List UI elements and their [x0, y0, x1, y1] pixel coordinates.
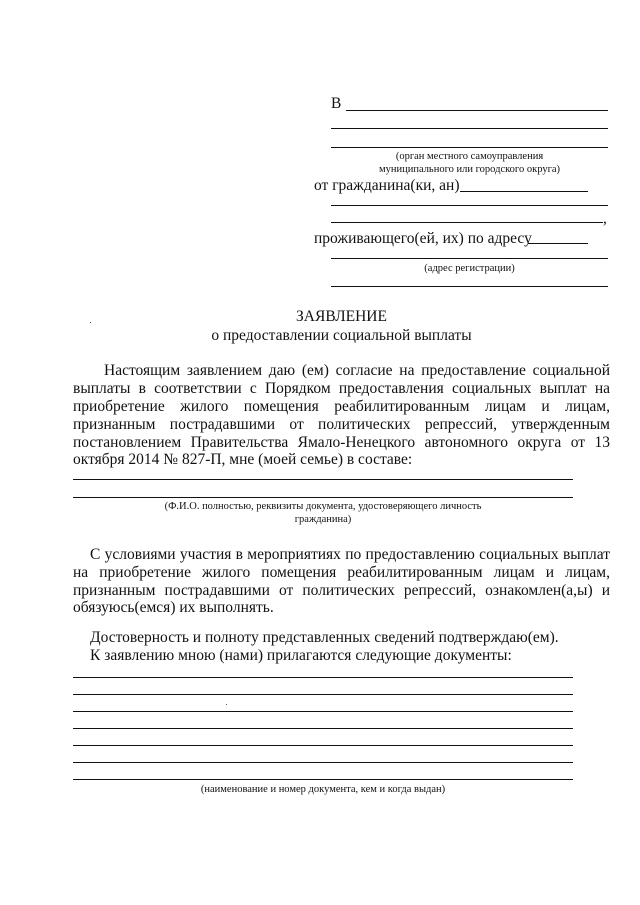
attachment-field-line-4[interactable]: [73, 728, 573, 729]
document-subtitle: о предоставлении социальной выплаты: [211, 327, 472, 344]
recipient-field-line-2[interactable]: [331, 128, 608, 129]
to-prefix: В: [331, 95, 342, 112]
attachment-field-line-1[interactable]: [73, 677, 573, 678]
family-field-line-1[interactable]: [73, 479, 573, 480]
confirmation-line: Достоверность и полноту представленных сведений подтверждаю(ем).: [90, 629, 559, 646]
conditions-line-2: на приобретение жилого помещения реабилитированным лицам и лицам,: [73, 564, 610, 581]
conditions-line-4: обязуюсь(емся) их выполнять.: [73, 599, 274, 616]
applicant-field-line-2[interactable]: [331, 205, 608, 206]
scan-speck: [90, 322, 91, 323]
family-field-line-2[interactable]: [73, 497, 573, 498]
organ-caption: [331, 150, 608, 176]
documents-caption: (наименование и номер документа, кем и когда выдан): [200, 784, 446, 795]
address-field-line-3[interactable]: [331, 286, 608, 287]
address-field-line-1[interactable]: [528, 243, 588, 244]
document-title: ЗАЯВЛЕНИЕ: [296, 308, 387, 325]
family-caption-line-1: (Ф.И.О. полностью, реквизиты документа, удостоверяющего личность: [164, 501, 482, 512]
residing-label: проживающего(ей, их) по адресу: [314, 230, 532, 247]
consent-line-4: признанным пострадавшими от политических репрессий, утвержденным: [73, 416, 610, 433]
consent-line-3: приобретение жилого помещения реабилитированным лицам и лицам,: [73, 398, 610, 415]
attachment-field-line-6[interactable]: [73, 762, 573, 763]
attachments-intro: К заявлению мною (нами) прилагаются следующие документы:: [90, 647, 512, 664]
organ-caption-line-1: (орган местного самоуправления: [395, 151, 544, 162]
recipient-field-line-1[interactable]: [346, 110, 608, 111]
from-label: от гражданина(ки, ан): [314, 177, 460, 194]
conditions-line-1: С условиями участия в мероприятиях по предоставлению социальных выплат: [90, 546, 610, 563]
conditions-line-3: признанным пострадавшими от политических репрессий, ознакомлен(а,ы) и: [73, 582, 610, 599]
attachment-field-line-3[interactable]: [73, 711, 573, 712]
attachment-field-line-2[interactable]: [73, 694, 573, 695]
family-caption: [73, 500, 573, 526]
attachment-field-line-7[interactable]: [73, 779, 573, 780]
address-field-line-2[interactable]: [331, 258, 608, 259]
family-caption-line-2: гражданина): [294, 514, 352, 526]
consent-line-6: октября 2014 № 827-П, мне (моей семье) в составе:: [73, 451, 413, 468]
trailing-comma: ,: [603, 210, 607, 227]
consent-line-1: Настоящим заявлением даю (ем) согласие на предоставление социальной: [104, 362, 610, 379]
organ-caption-line-2: муниципального или городского округа): [378, 164, 561, 176]
consent-line-2: выплаты в соответствии с Порядком предоставления социальных выплат на: [73, 380, 610, 397]
recipient-field-line-3[interactable]: [331, 147, 608, 148]
applicant-name-field[interactable]: [460, 191, 588, 192]
consent-line-5: постановлением Правительства Ямало-Ненецкого автономного округа от 13: [73, 434, 610, 451]
scan-speck: [226, 704, 227, 705]
address-caption: (адрес регистрации): [424, 263, 515, 274]
attachment-field-line-5[interactable]: [73, 745, 573, 746]
applicant-field-line-3[interactable]: [331, 222, 603, 223]
